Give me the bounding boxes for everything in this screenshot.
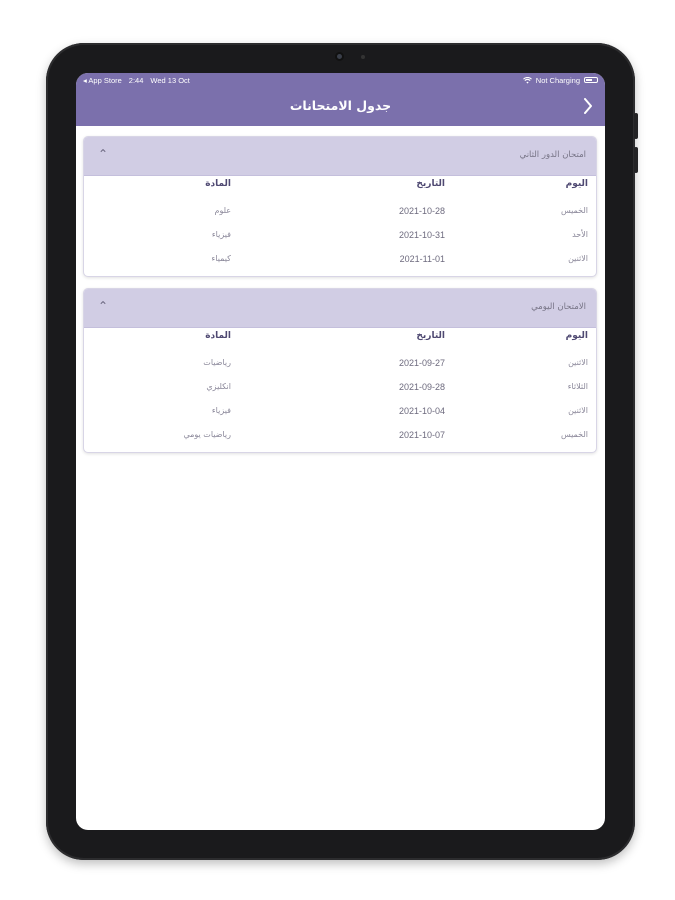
table-row xyxy=(84,424,596,448)
navigation-bar xyxy=(76,87,605,126)
column-header-date: التاريخ xyxy=(416,179,445,189)
table-row xyxy=(84,200,596,224)
section-header-second-round[interactable] xyxy=(84,137,596,176)
charging-status: Not Charging xyxy=(535,75,580,85)
row-day: الأحد xyxy=(572,230,588,239)
camera-lens xyxy=(335,52,344,61)
row-date: 2021-10-31 xyxy=(398,230,445,240)
table-row xyxy=(84,376,596,400)
battery-icon xyxy=(584,77,598,83)
column-header-subject: المادة xyxy=(205,179,231,189)
exam-schedule-content xyxy=(83,136,597,464)
row-day: الثلاثاء xyxy=(567,382,588,391)
row-date: 2021-09-27 xyxy=(398,358,445,368)
status-date: Wed 13 Oct xyxy=(150,75,190,85)
column-header-subject: المادة xyxy=(205,331,231,341)
row-day: الخميس xyxy=(560,430,588,439)
volume-up-button xyxy=(634,113,638,139)
back-to-app-store[interactable]: ◂ App Store xyxy=(83,75,122,85)
tablet-frame xyxy=(46,43,635,860)
back-button[interactable] xyxy=(578,95,598,117)
table-row xyxy=(84,352,596,376)
row-date: 2021-11-01 xyxy=(399,254,445,264)
status-time: 2:44 xyxy=(128,75,144,85)
table-header-row xyxy=(84,328,596,352)
app-screen xyxy=(76,73,605,830)
row-day: الاثنين xyxy=(568,406,588,415)
row-day: الخميس xyxy=(560,206,588,215)
camera-sensor xyxy=(361,55,365,59)
table-row xyxy=(84,248,596,272)
row-subject: رياضيات يومي xyxy=(183,430,231,439)
row-subject: علوم xyxy=(214,206,231,215)
column-header-date: التاريخ xyxy=(416,331,445,341)
page-title: جدول الامتحانات xyxy=(289,98,392,113)
row-date: 2021-10-07 xyxy=(398,430,445,440)
row-day: الاثنين xyxy=(568,358,588,367)
section-title: امتحان الدور الثاني xyxy=(519,150,586,160)
chevron-right-icon xyxy=(583,98,593,114)
section-title: الامتحان اليومي xyxy=(531,302,586,312)
column-header-day: اليوم xyxy=(565,179,588,189)
caret-up-icon[interactable]: ⌃ xyxy=(98,299,109,313)
section-header-daily-exam[interactable] xyxy=(84,289,596,328)
exam-section-card xyxy=(83,288,597,453)
table-row xyxy=(84,224,596,248)
row-day: الاثنين xyxy=(568,254,588,263)
volume-down-button xyxy=(634,147,638,173)
row-date: 2021-09-28 xyxy=(398,382,445,392)
row-subject: فيزياء xyxy=(211,406,231,415)
status-bar xyxy=(76,73,605,87)
caret-up-icon[interactable]: ⌃ xyxy=(98,147,109,161)
row-subject: كيمياء xyxy=(211,254,231,263)
table-header-row xyxy=(84,176,596,200)
wifi-icon xyxy=(523,77,532,84)
table-row xyxy=(84,400,596,424)
row-subject: انكليزي xyxy=(206,382,231,391)
row-date: 2021-10-28 xyxy=(398,206,445,216)
row-subject: فيزياء xyxy=(211,230,231,239)
column-header-day: اليوم xyxy=(565,331,588,341)
exam-section-card xyxy=(83,136,597,277)
row-date: 2021-10-04 xyxy=(398,406,445,416)
row-subject: رياضيات xyxy=(203,358,231,367)
